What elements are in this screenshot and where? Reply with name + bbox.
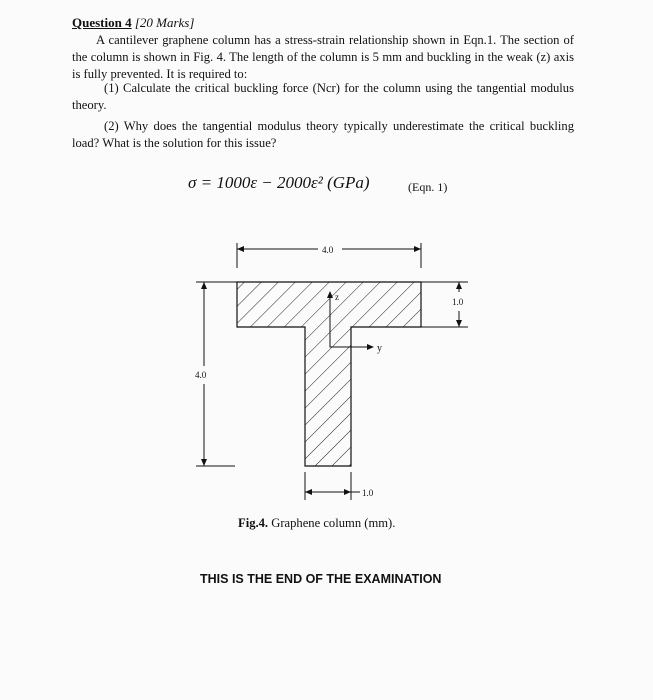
question-marks: [20 Marks] — [134, 15, 195, 30]
web-width-dimension — [305, 472, 360, 500]
y-axis-arrow — [367, 344, 374, 350]
flange-thickness-label: 1.0 — [452, 297, 464, 307]
top-width-label: 4.0 — [322, 245, 334, 255]
question-intro-paragraph: A cantilever graphene column has a stress-strain relationship shown in Eqn.1. The section of the column is shown in Fig. 4. The length of the column is 5 mm and buckling in the weak (z) axis is fully prevented. It is required to: — [72, 33, 574, 81]
y-axis-label: y — [377, 343, 382, 354]
figure-caption — [238, 516, 395, 531]
web-width-label: 1.0 — [362, 488, 374, 498]
t-section-shape — [237, 282, 421, 466]
figure-caption-text: Graphene column (mm). — [271, 516, 396, 530]
question-title: Question 4 — [72, 15, 132, 30]
equation-label: (Eqn. 1) — [408, 180, 448, 194]
height-label: 4.0 — [195, 370, 207, 380]
question-part-1: (1) Calculate the critical buckling force (Ncr) for the column using the tangential modulus theory. — [72, 81, 574, 112]
figure-caption-label: Fig.4. — [238, 516, 269, 530]
z-axis-label: z — [335, 292, 339, 302]
question-part-2: (2) Why does the tangential modulus theory typically underestimate the critical buckling load? What is the solution for this issue? — [72, 119, 574, 150]
stress-strain-equation: σ = 1000ε − 2000ε² (GPa) — [188, 173, 370, 192]
end-of-exam-text: THIS IS THE END OF THE EXAMINATION — [200, 572, 442, 586]
